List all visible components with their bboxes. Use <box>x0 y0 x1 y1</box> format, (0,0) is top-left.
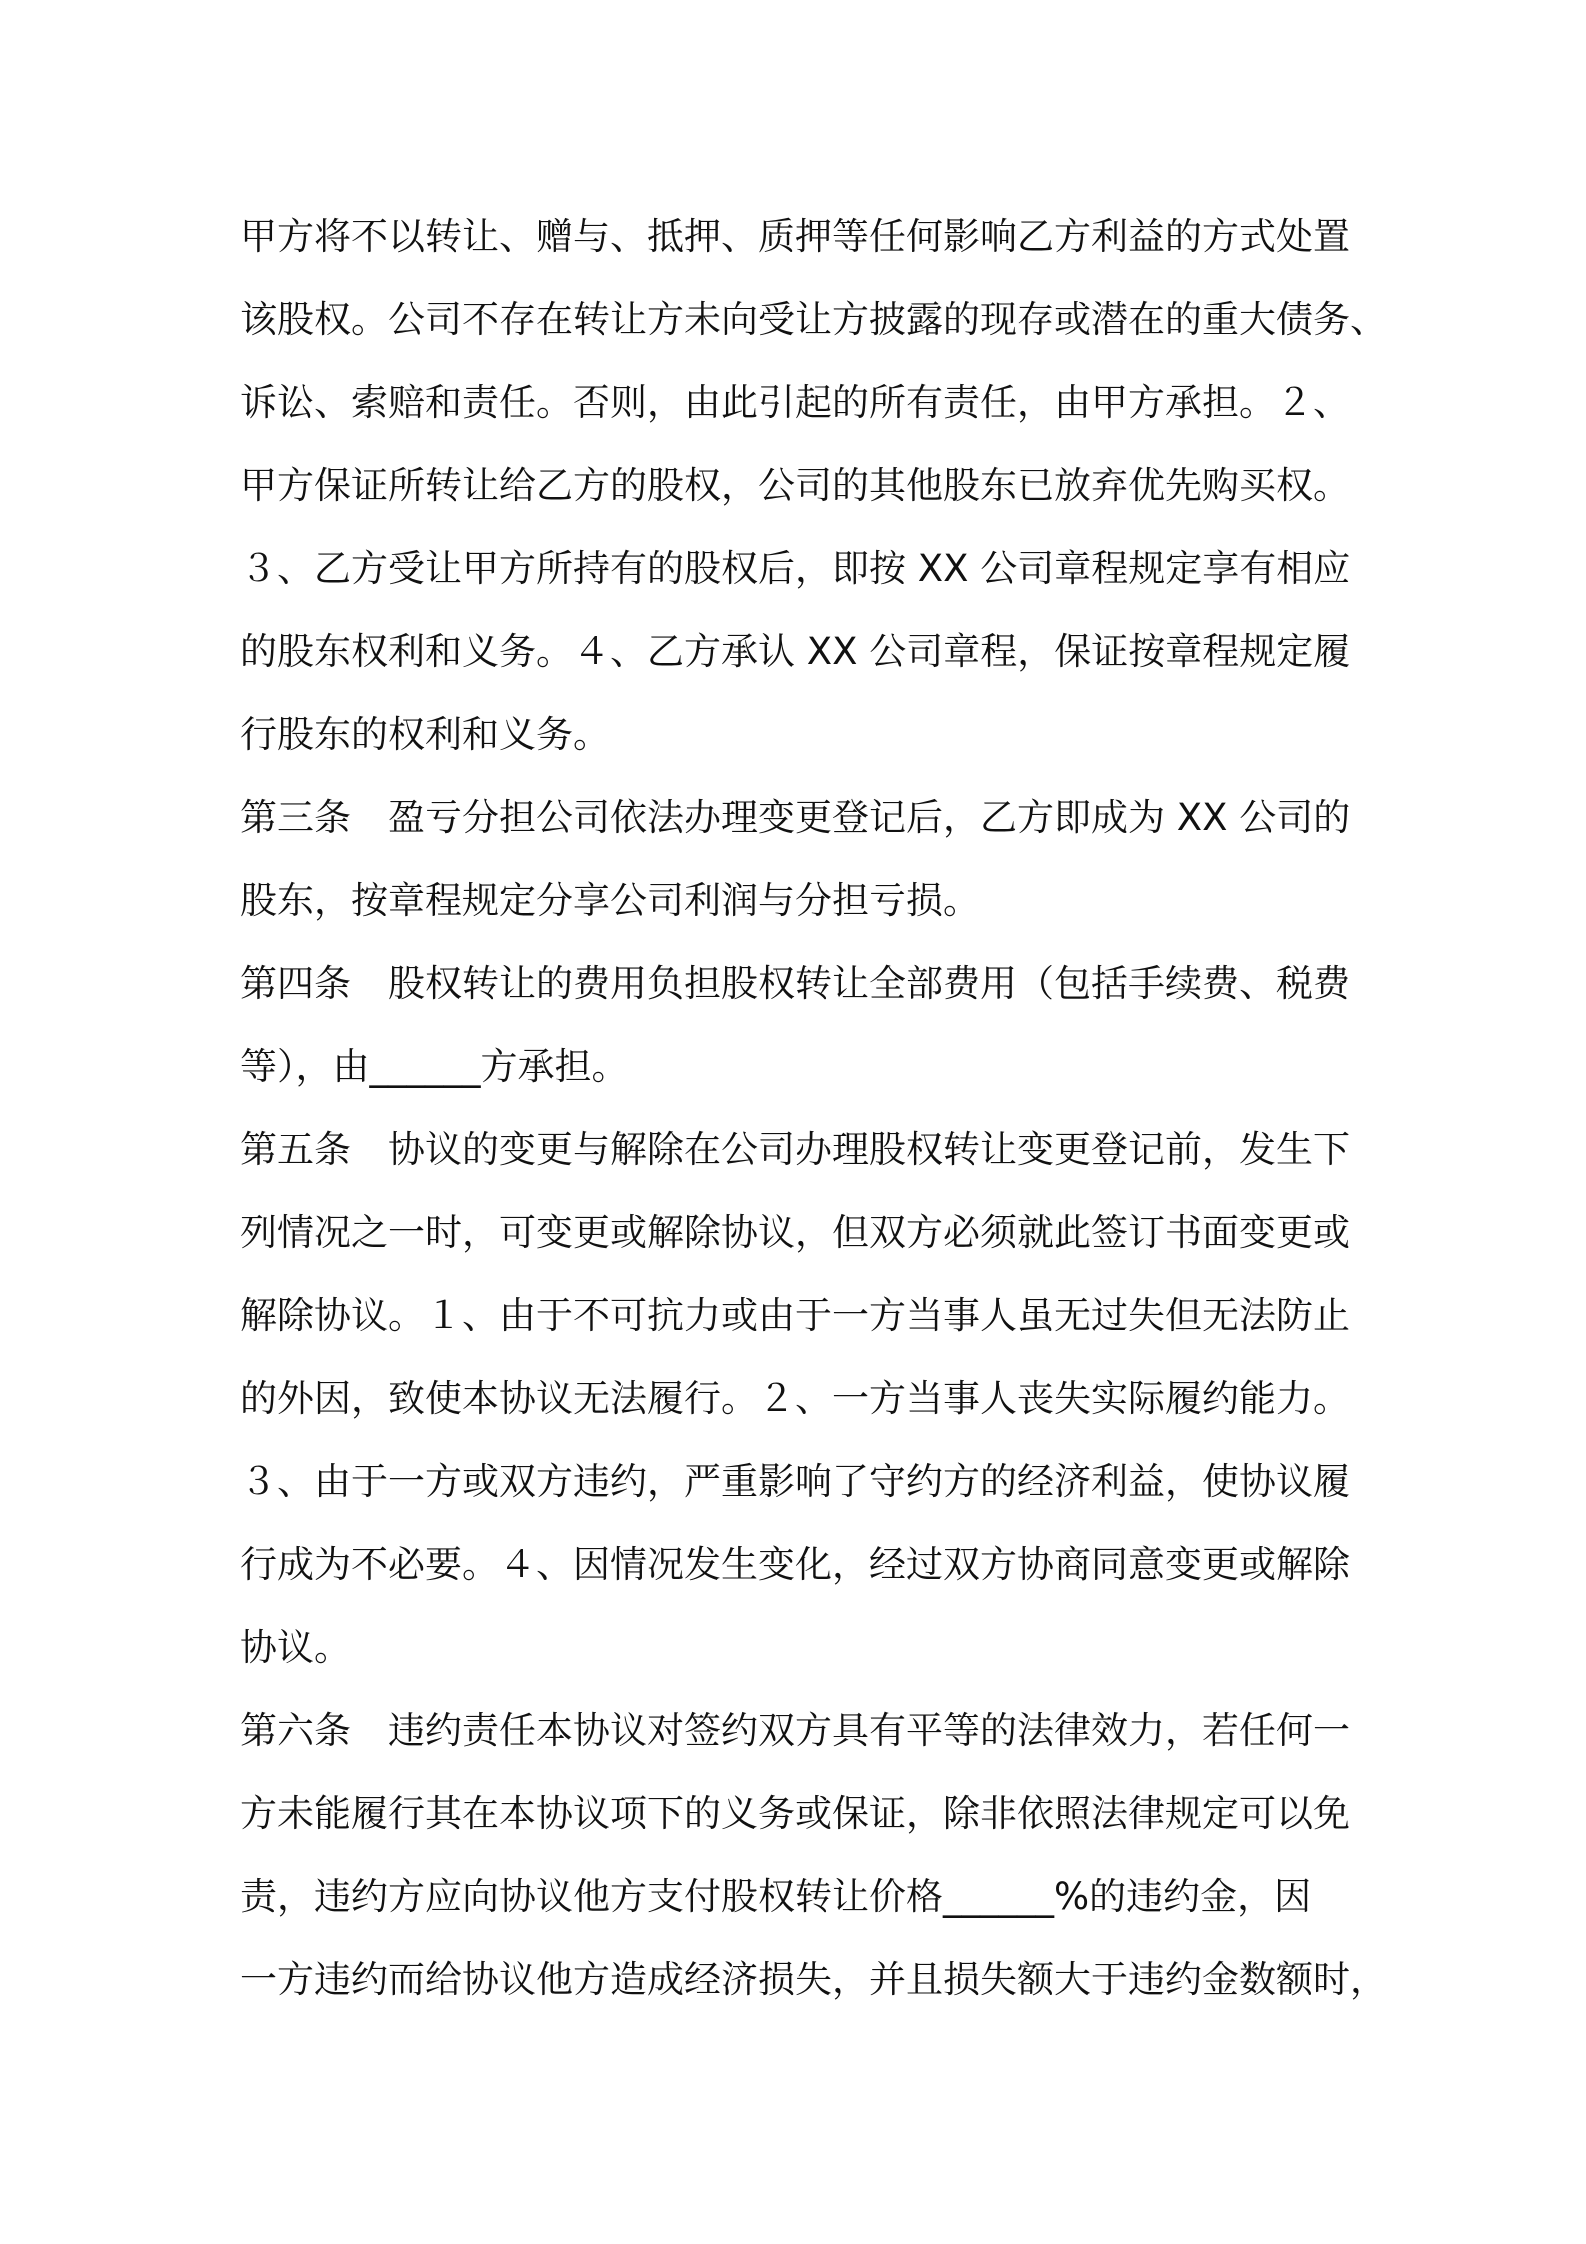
text-line: 甲方将不以转让、赠与、抵押、质押等任何影响乙方利益的方式处置 <box>240 215 1350 258</box>
article-4-heading-line: 第四条 股权转让的费用负担股权转让全部费用（包括手续费、税费 <box>240 962 1350 1005</box>
document-body <box>240 195 1387 2021</box>
text-line: 列情况之一时，可变更或解除协议，但双方必须就此签订书面变更或 <box>240 1211 1350 1254</box>
text-line: ３、由于一方或双方违约，严重影响了守约方的经济利益，使协议履 <box>240 1460 1350 1503</box>
text-line: 协议。 <box>240 1626 351 1669</box>
text-line: 的外因，致使本协议无法履行。２、一方当事人丧失实际履约能力。 <box>240 1377 1350 1420</box>
text-line: 行成为不必要。４、因情况发生变化，经过双方协商同意变更或解除 <box>240 1543 1350 1586</box>
text-line: 该股权。公司不存在转让方未向受让方披露的现存或潜在的重大债务、 <box>240 298 1387 341</box>
text-line: 等），由______方承担。 <box>240 1045 629 1088</box>
text-line: 诉讼、索赔和责任。否则，由此引起的所有责任，由甲方承担。２、 <box>240 381 1350 424</box>
article-6-heading-line: 第六条 违约责任本协议对签约双方具有平等的法律效力，若任何一 <box>240 1709 1350 1752</box>
text-line: 股东，按章程规定分享公司利润与分担亏损。 <box>240 879 980 922</box>
article-5-heading-line: 第五条 协议的变更与解除在公司办理股权转让变更登记前，发生下 <box>240 1128 1350 1171</box>
text-line: 的股东权利和义务。４、乙方承认 XX 公司章程，保证按章程规定履 <box>240 630 1351 673</box>
text-line: 一方违约而给协议他方造成经济损失，并且损失额大于违约金数额时， <box>240 1958 1387 2001</box>
article-3-heading-line: 第三条 盈亏分担公司依法办理变更登记后，乙方即成为 XX 公司的 <box>240 796 1351 839</box>
text-line: 方未能履行其在本协议项下的义务或保证，除非依照法律规定可以免 <box>240 1792 1350 1835</box>
text-line: 甲方保证所转让给乙方的股权，公司的其他股东已放弃优先购买权。 <box>240 464 1350 507</box>
text-line: 责，违约方应向协议他方支付股权转让价格______%的违约金，因 <box>240 1875 1312 1918</box>
text-line: ３、乙方受让甲方所持有的股权后，即按 XX 公司章程规定享有相应 <box>240 547 1351 590</box>
text-line: 行股东的权利和义务。 <box>240 713 610 756</box>
text-line: 解除协议。１、由于不可抗力或由于一方当事人虽无过失但无法防止 <box>240 1294 1350 1337</box>
